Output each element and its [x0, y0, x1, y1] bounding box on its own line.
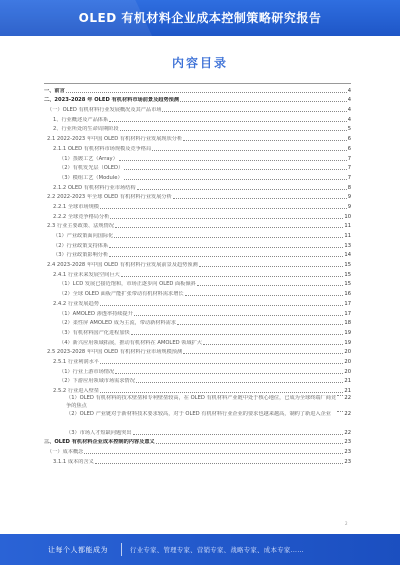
toc-entry-text: 2.5.1 行业利润水平	[53, 358, 99, 365]
toc-leader-dots	[137, 189, 347, 190]
toc-entry[interactable]	[44, 337, 351, 347]
toc-entry[interactable]	[44, 376, 351, 386]
toc-entry-text: 2.1.1 OLED 有机材料市场规模及竞争格局	[53, 145, 152, 152]
toc-entry-page: 23	[344, 449, 351, 456]
toc-entry-page: 7	[347, 174, 351, 181]
toc-leader-dots	[337, 395, 343, 396]
toc-entry[interactable]	[44, 259, 351, 269]
toc-entry-page: 9	[347, 203, 351, 210]
report-header-banner	[0, 0, 400, 36]
toc-entry-page: 11	[344, 233, 351, 239]
toc-entry[interactable]	[44, 427, 351, 437]
toc-entry-text: （1）蒸镀工艺（Array）	[59, 155, 118, 162]
toc-leader-dots	[177, 324, 343, 325]
toc-entry-text: （3）行业政策影响分析	[53, 252, 109, 259]
toc-entry-text: 2.2.1 全球市场规模	[53, 203, 99, 210]
footer-banner	[0, 534, 400, 565]
toc-entry[interactable]	[44, 85, 351, 95]
toc-entry-text: （1）LCD 发展已接近饱和，市场正逐步向 OLED 面板倾斜	[59, 281, 196, 288]
toc-entry[interactable]	[44, 250, 351, 260]
toc-leader-dots	[114, 237, 343, 238]
toc-leader-dots	[183, 140, 347, 141]
toc-entry-page: 6	[347, 145, 351, 152]
toc-entry-text: 2.5.2 行业进入壁垒	[53, 388, 99, 394]
toc-entry[interactable]	[44, 308, 351, 318]
toc-entry[interactable]	[44, 182, 351, 192]
toc-entry[interactable]	[44, 240, 351, 250]
toc-entry-text: 2.2 2022-2023 年全球 OLED 有机材料行业发展分析	[47, 194, 172, 201]
toc-entry-text: （4）新兴应用领域拓展，推动有机材料在 AMOLED 领域扩大	[59, 339, 202, 346]
toc-leader-dots	[162, 111, 346, 112]
toc-entry[interactable]	[44, 356, 351, 366]
toc-entry-text: 2.1.2 OLED 有机材料行业市场结构	[53, 184, 136, 191]
toc-entry-page: 8	[347, 184, 351, 191]
toc-entry[interactable]	[44, 95, 351, 105]
toc-entry-text: （1）产业政策面向国际化	[53, 233, 114, 239]
toc-leader-dots	[121, 276, 344, 277]
toc-leader-dots	[173, 198, 347, 199]
footer-expert-list: 行业专家、管理专家、营销专家、战略专家、成本专家……	[130, 546, 304, 554]
table-of-contents	[44, 85, 351, 525]
toc-entry-page: 15	[344, 262, 351, 269]
toc-leader-dots	[203, 344, 343, 345]
toc-entry-text: （2）OLED 产业链对于新材料技术要求较高，对于 OLED 有机材料行业企业的要求也越来越高，制约了新进入企业	[66, 411, 331, 417]
toc-entry[interactable]	[44, 230, 351, 240]
toc-entry[interactable]	[44, 446, 351, 456]
toc-leader-dots	[136, 382, 343, 383]
toc-entry-text: 一、前言	[44, 87, 65, 94]
toc-entry-page: 4	[347, 97, 351, 104]
page-number: 2	[345, 521, 348, 526]
toc-entry[interactable]	[44, 221, 351, 231]
toc-entry[interactable]	[44, 143, 351, 153]
toc-leader-dots	[133, 434, 344, 435]
toc-leader-dots	[109, 247, 343, 248]
toc-entry-page: 22	[344, 411, 351, 417]
toc-entry-text: 2.2.2 全球竞争格局分析	[53, 213, 110, 220]
toc-entry[interactable]	[44, 153, 351, 163]
toc-heading: 内容目录	[171, 56, 228, 70]
toc-entry-text: 1、行业概述及产品体系	[53, 116, 109, 123]
toc-entry[interactable]	[44, 192, 351, 202]
toc-leader-dots	[337, 411, 343, 412]
toc-entry-text: 2.1 2022-2023 年中国 OLED 有机材料行业发展现状分析	[47, 136, 183, 143]
toc-entry-page: 13	[344, 242, 351, 249]
toc-entry-text: （3）有机材料国产化进程加快	[59, 329, 130, 336]
toc-leader-dots	[152, 150, 347, 151]
toc-entry-text: 2.3 行业主要政策、法规情况	[47, 223, 114, 230]
toc-entry-page: 22	[344, 429, 351, 436]
toc-entry[interactable]	[44, 201, 351, 211]
toc-entry[interactable]	[44, 456, 351, 466]
toc-entry-text: （1）AMOLED 渗透率持续提升	[59, 310, 133, 317]
toc-entry-page: 17	[344, 300, 351, 307]
toc-entry[interactable]	[44, 133, 351, 143]
toc-entry[interactable]	[44, 385, 351, 395]
toc-entry[interactable]	[44, 172, 351, 182]
toc-entry[interactable]	[44, 124, 351, 134]
toc-entry-page: 23	[344, 439, 351, 446]
toc-leader-dots	[124, 179, 347, 180]
toc-entry-page: 15	[344, 271, 351, 278]
toc-leader-dots	[84, 453, 343, 454]
toc-entry-page: 18	[344, 320, 351, 327]
toc-entry-text: 2.4.1 行业未来发展空间巨大	[53, 271, 120, 278]
toc-entry-page: 17	[344, 310, 351, 317]
toc-entry-page: 15	[344, 281, 351, 288]
toc-entry[interactable]	[44, 211, 351, 221]
toc-entry-page: 4	[347, 107, 351, 114]
toc-entry-text: （一）OLED 有机材料行业发展概况及其产品市场	[47, 107, 162, 114]
toc-entry-text: （2）柔性屏 AMOLED 成为主流，带动新材料需求	[59, 320, 177, 327]
toc-entry-text: 2.5 2023-2028 年中国 OLED 有机材料行业市场规模预测	[47, 349, 183, 356]
toc-entry-page: 4	[347, 87, 351, 94]
toc-entry-page: 10	[344, 213, 351, 220]
toc-leader-dots	[115, 373, 343, 374]
toc-entry-page: 4	[347, 116, 351, 123]
toc-entry-page: 16	[344, 291, 351, 298]
toc-entry-page: 11	[344, 223, 351, 230]
toc-entry-text: 2、行业所处的生命周期阶段	[53, 126, 119, 133]
toc-entry-page: 6	[347, 136, 351, 143]
toc-leader-dots	[95, 463, 344, 464]
toc-leader-dots	[66, 92, 347, 93]
toc-entry-text: 3.1.1 成本的含义	[53, 458, 94, 465]
toc-leader-dots	[199, 266, 344, 267]
toc-leader-dots	[109, 121, 347, 122]
toc-entry-page: 19	[344, 329, 351, 336]
toc-entry[interactable]	[44, 269, 351, 279]
toc-leader-dots	[156, 443, 344, 444]
toc-leader-dots	[120, 130, 347, 131]
toc-entry-text: （一）成本概念	[47, 449, 84, 456]
toc-leader-dots	[100, 305, 343, 306]
toc-leader-dots	[119, 160, 347, 161]
toc-leader-dots	[197, 285, 344, 286]
toc-entry[interactable]	[44, 327, 351, 337]
toc-entry[interactable]	[44, 437, 351, 447]
footer-slogan: 让每个人都能成为	[48, 546, 108, 554]
toc-leader-dots	[183, 353, 343, 354]
toc-entry-text: （2）有机发光层（OLED）	[59, 165, 124, 172]
toc-entry-page: 14	[344, 252, 351, 259]
toc-entry-page: 20	[344, 349, 351, 356]
toc-leader-dots	[124, 169, 346, 170]
toc-entry-page: 9	[347, 194, 351, 201]
toc-leader-dots	[110, 218, 343, 219]
toc-entry-text: 2.4.2 行业发展趋势	[53, 300, 99, 307]
toc-entry-text: 三、OLED 有机材料企业成本控制的内容及意义	[44, 439, 155, 446]
toc-entry-text: （2）下游应用领域市场需求情况	[59, 378, 135, 385]
toc-entry-page: 7	[347, 155, 351, 162]
toc-entry-text: （3）模组工艺（Module）	[59, 174, 123, 181]
toc-entry[interactable]	[44, 395, 351, 411]
toc-leader-dots	[185, 295, 344, 296]
toc-entry-page: 5	[347, 126, 351, 133]
toc-leader-dots	[100, 392, 343, 393]
toc-leader-dots	[180, 101, 347, 102]
toc-entry-page: 20	[344, 368, 351, 375]
toc-entry-text: 2.4 2023-2028 年中国 OLED 有机材料行业发展前景及趋势预测	[47, 262, 198, 269]
toc-entry-page: 21	[344, 378, 351, 385]
toc-entry[interactable]	[44, 114, 351, 124]
toc-leader-dots	[100, 208, 347, 209]
toc-entry[interactable]	[44, 279, 351, 289]
toc-leader-dots	[134, 315, 343, 316]
toc-entry-text: （1）行业上游市场情况	[59, 368, 115, 375]
toc-entry[interactable]	[44, 104, 351, 114]
toc-entry[interactable]	[44, 366, 351, 376]
toc-entry[interactable]	[44, 288, 351, 298]
toc-entry-text: 二、2023-2028 年 OLED 有机材料市场前景及趋势预测	[44, 97, 180, 104]
toc-entry[interactable]	[44, 411, 351, 427]
toc-leader-dots	[109, 256, 343, 257]
toc-entry-page: 21	[344, 388, 351, 394]
toc-entry-page: 22	[344, 395, 351, 401]
toc-entry-text: （2）全球 OLED 面板产能扩张带动有机材料需求增长	[59, 291, 184, 298]
toc-entry-text: （3）市场人才短缺问题突出	[66, 429, 132, 436]
toc-entry-text: （1）OLED 有机材料的技术壁垒和专利壁垒较高，在 OLED 有机材料产业链中处于核心地位，已成为全球终端厂商竞争的焦点	[66, 395, 337, 409]
toc-entry-text: （2）行业政策支持体系	[53, 242, 109, 249]
toc-entry-page: 23	[344, 458, 351, 465]
toc-entry-page: 7	[347, 165, 351, 172]
toc-entry-page: 19	[344, 339, 351, 346]
report-title: OLED 有机材料企业成本控制策略研究报告	[78, 11, 322, 25]
toc-entry[interactable]	[44, 318, 351, 328]
toc-leader-dots	[100, 363, 343, 364]
toc-entry[interactable]	[44, 347, 351, 357]
toc-entry[interactable]	[44, 163, 351, 173]
toc-leader-dots	[131, 334, 344, 335]
toc-top-rule	[44, 83, 351, 84]
toc-leader-dots	[115, 227, 343, 228]
footer-divider	[121, 543, 122, 556]
toc-entry[interactable]	[44, 298, 351, 308]
toc-entry-page: 20	[344, 358, 351, 365]
